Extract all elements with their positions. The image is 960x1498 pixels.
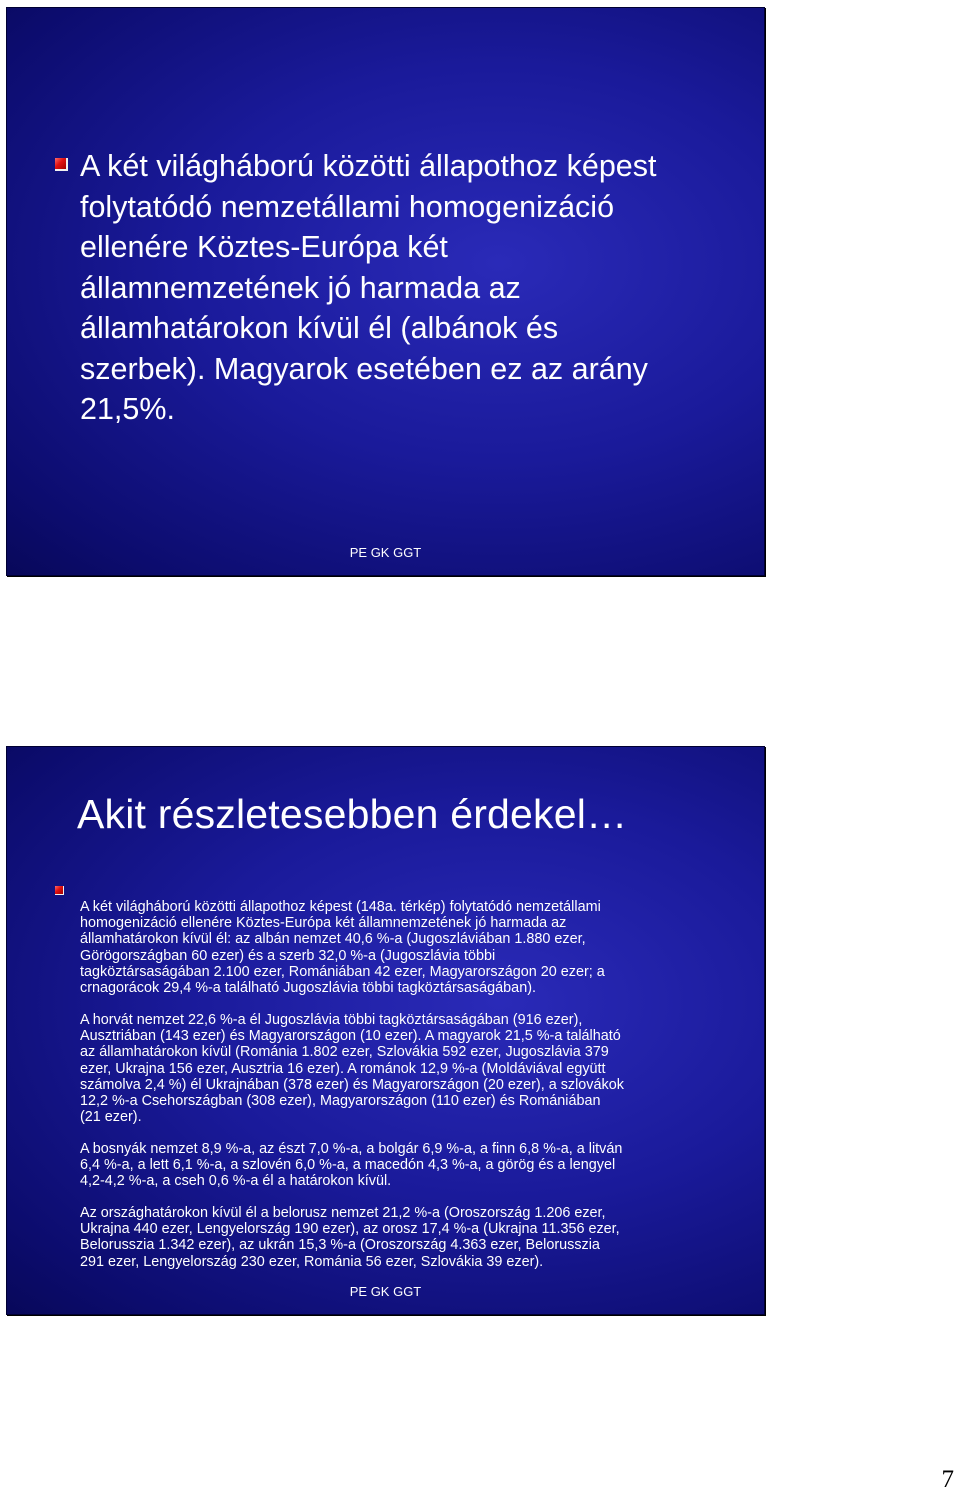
bullet-square-icon: [55, 158, 68, 171]
slide-2-paragraph-1: A két világháború közötti állapothoz képest (148a. térkép) folytatódó nemzetállami homogenizáció ellenére Köztes-Európa két államnemzetének jó harmada az államhatárokon kívül él: az albán nemzet 40,6 %-a (Jugoszláviában 1.880 ezer, Görögországban 60 ezer) és a szerb 32,0 %-a (Jugoszlávia többi tagköztársaságában 2.100 ezer, Romániában 42 ezer, Magyarországon 20 ezer; a crnagorácok 29,4 %-a található Jugoszlávia többi tagköztársaságában).: [80, 899, 605, 997]
slide-1-bullet-text: A két világháború közötti állapothoz képest folytatódó nemzetállami homogenizáció ellenére Köztes-Európa két államnemzetének jó harmada az államhatárokon kívül él (albánok és szerbek). Magyarok esetében ez az arány 21,5%.: [80, 149, 657, 426]
slide-2-paragraph-4: Az országhatárokon kívül él a belorusz nemzet 21,2 %-a (Oroszország 1.206 ezer, Ukrajna 440 ezer, Lengyelország 190 ezer), az orosz 17,4 %-a (Ukrajna 11.356 ezer, Belorusszia 1.342 ezer), az ukrán 15,3 %-a (Oroszország 4.363 ezer, Belorusszia 291 ezer, Lengyelország 230 ezer, Románia 56 ezer, Szlovákia 39 ezer).: [80, 1205, 620, 1270]
slide-2: [6, 746, 765, 1315]
page-number: 7: [941, 1466, 954, 1493]
slide-2-paragraph-3: A bosnyák nemzet 8,9 %-a, az észt 7,0 %-a, a bolgár 6,9 %-a, a finn 6,8 %-a, a litván 6,4 %-a, a lett 6,1 %-a, a szlovén 6,0 %-a, a macedón 4,3 %-a, a görög és a lengyel 4,2-4,2 %-a, a cseh 0,6 %-a él a határokon kívül.: [80, 1141, 623, 1190]
slide-1-footer: PE GK GGT: [349, 545, 422, 560]
slide-2-paragraph-2: A horvát nemzet 22,6 %-a él Jugoszlávia többi tagköztársaságában (916 ezer), Ausztriában (143 ezer) és Magyarországon (10 ezer). A magyarok 21,5 %-a található az államhatárokon kívül (Románia 1.802 ezer, Szlovákia 592 ezer, Jugoszlávia 379 ezer, Ukrajna 156 ezer, Ausztria 16 ezer). A románok 12,9 %-a (Moldáviával együtt számolva 2,4 %) él Ukrajnában (378 ezer) és Magyarországon (20 ezer), a szlovákok 12,2 %-a Csehországban (308 ezer), Magyarországon (110 ezer) és Romániában (21 ezer).: [80, 1012, 624, 1126]
bullet-square-icon: [55, 886, 64, 895]
slide-1: [6, 7, 765, 576]
slide-2-footer: PE GK GGT: [349, 1284, 422, 1299]
slide-2-title: Akit részletesebben érdekel…: [77, 791, 628, 837]
